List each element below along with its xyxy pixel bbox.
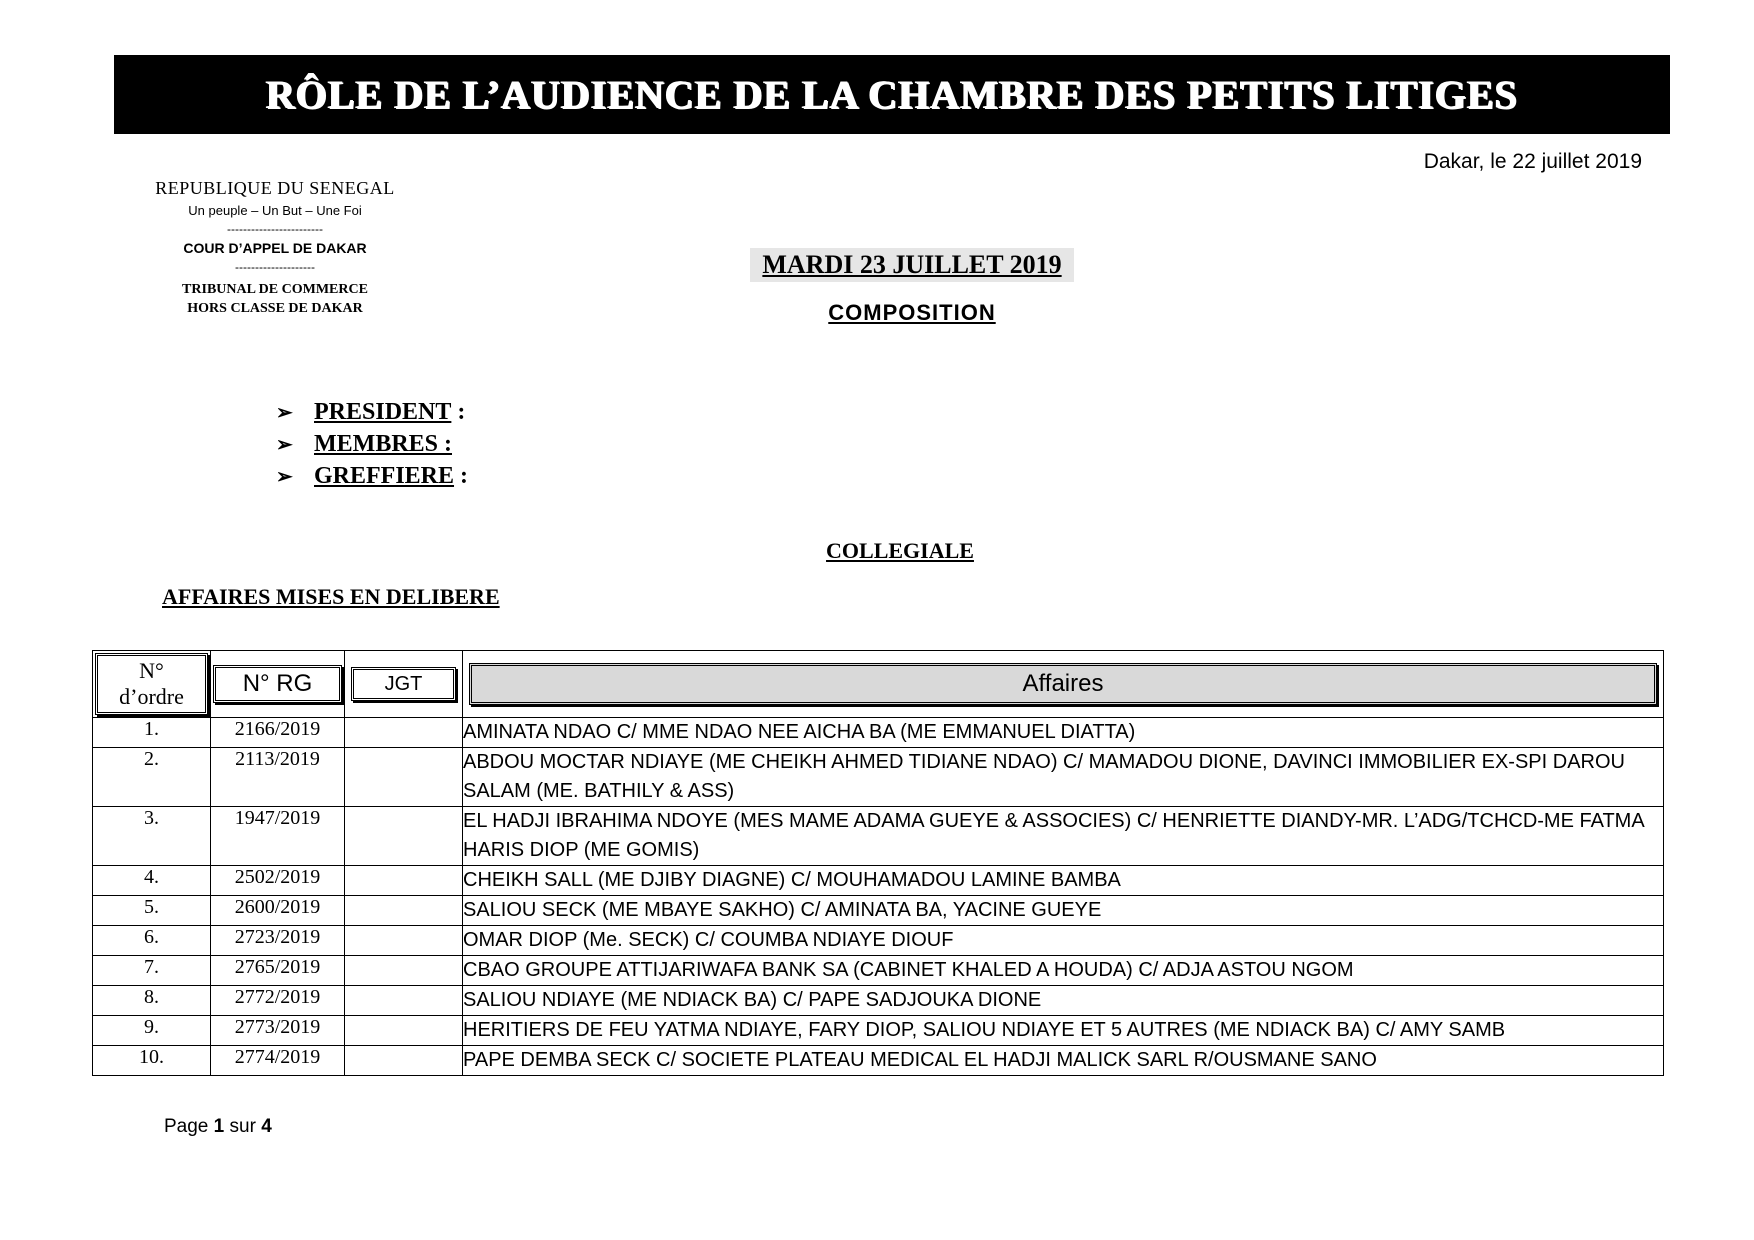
arrow-bullet-icon: ➢ — [276, 433, 293, 456]
cell-jgt — [345, 807, 463, 866]
cell-order: 6. — [93, 926, 211, 956]
letterhead-country: REPUBLIQUE DU SENEGAL — [155, 178, 395, 198]
cell-affaire: HERITIERS DE FEU YATMA NDIAYE, FARY DIOP, SALIOU NDIAYE ET 5 AUTRES (ME NDIACK BA) C/ AMY SAMB — [463, 1016, 1664, 1046]
cell-affaire: OMAR DIOP (Me. SECK) C/ COUMBA NDIAYE DIOUF — [463, 926, 1664, 956]
section-title: COLLEGIALE — [826, 538, 974, 563]
letterhead-separator: ------------------------ — [227, 222, 323, 236]
cell-order: 4. — [93, 866, 211, 896]
cell-affaire: PAPE DEMBA SECK C/ SOCIETE PLATEAU MEDICAL EL HADJI MALICK SARL R/OUSMANE SANO — [463, 1046, 1664, 1076]
cell-rg: 2113/2019 — [211, 748, 345, 807]
header-jgt-box: JGT — [351, 667, 456, 701]
page-number — [164, 1116, 272, 1138]
composition-label-greffiere: GREFFIERE — [314, 462, 455, 489]
cell-rg: 2600/2019 — [211, 896, 345, 926]
letterhead — [150, 178, 400, 318]
composition-item — [276, 460, 468, 492]
table-row — [93, 926, 1664, 956]
arrow-bullet-icon: ➢ — [276, 465, 293, 488]
header-order-line-2: d’ordre — [119, 684, 184, 709]
header-rg — [211, 651, 345, 718]
document-banner — [114, 55, 1670, 134]
letterhead-tribunal — [150, 280, 400, 318]
cell-rg: 2723/2019 — [211, 926, 345, 956]
page-current: 1 — [213, 1116, 225, 1137]
cell-order: 3. — [93, 807, 211, 866]
composition-colon: : — [457, 398, 466, 425]
cell-rg: 2765/2019 — [211, 956, 345, 986]
cell-rg: 2773/2019 — [211, 1016, 345, 1046]
header-order-box — [95, 653, 208, 715]
table-row — [93, 986, 1664, 1016]
arrow-bullet-icon: ➢ — [276, 401, 293, 424]
tribunal-line-2: HORS CLASSE DE DAKAR — [187, 301, 363, 316]
composition-label-membres: MEMBRES : — [314, 430, 452, 457]
letterhead-separator: -------------------- — [235, 260, 315, 274]
header-affaires — [463, 651, 1664, 718]
table-header-row — [93, 651, 1664, 718]
cell-order: 1. — [93, 718, 211, 748]
cell-affaire: CHEIKH SALL (ME DJIBY DIAGNE) C/ MOUHAMADOU LAMINE BAMBA — [463, 866, 1664, 896]
cell-rg: 1947/2019 — [211, 807, 345, 866]
cell-affaire: SALIOU NDIAYE (ME NDIACK BA) C/ PAPE SADJOUKA DIONE — [463, 986, 1664, 1016]
cell-jgt — [345, 926, 463, 956]
cell-rg: 2166/2019 — [211, 718, 345, 748]
cell-jgt — [345, 718, 463, 748]
cell-rg: 2502/2019 — [211, 866, 345, 896]
header-order-line-1: N° — [139, 658, 164, 683]
document-date: Dakar, le 22 juillet 2019 — [1423, 150, 1642, 173]
composition-item — [276, 428, 468, 460]
composition-label-president: PRESIDENT — [314, 398, 452, 425]
table-row — [93, 718, 1664, 748]
composition-item — [276, 396, 468, 428]
cell-order: 2. — [93, 748, 211, 807]
cell-order: 9. — [93, 1016, 211, 1046]
cell-order: 10. — [93, 1046, 211, 1076]
cell-jgt — [345, 866, 463, 896]
cell-jgt — [345, 986, 463, 1016]
table-row — [93, 807, 1664, 866]
subsection-title: AFFAIRES MISES EN DELIBERE — [162, 584, 500, 609]
composition-title: COMPOSITION — [828, 300, 996, 325]
cell-order: 5. — [93, 896, 211, 926]
table-row — [93, 866, 1664, 896]
header-order — [93, 651, 211, 718]
cases-table — [92, 650, 1664, 1076]
tribunal-line-1: TRIBUNAL DE COMMERCE — [182, 282, 368, 297]
header-jgt — [345, 651, 463, 718]
cell-rg: 2772/2019 — [211, 986, 345, 1016]
cell-affaire: EL HADJI IBRAHIMA NDOYE (MES MAME ADAMA GUEYE & ASSOCIES) C/ HENRIETTE DIANDY-MR. L’ADG/TCHCD-ME FATMA HARIS DIOP (ME GOMIS) — [463, 807, 1664, 866]
banner-title: RÔLE DE L’AUDIENCE DE LA CHAMBRE DES PETITS LITIGES — [265, 72, 1519, 117]
letterhead-motto: Un peuple – Un But – Une Foi — [188, 203, 362, 218]
header-affaires-box: Affaires — [469, 663, 1657, 705]
table-row — [93, 1046, 1664, 1076]
cell-jgt — [345, 1046, 463, 1076]
cell-jgt — [345, 896, 463, 926]
cell-affaire: AMINATA NDAO C/ MME NDAO NEE AICHA BA (ME EMMANUEL DIATTA) — [463, 718, 1664, 748]
table-row — [93, 748, 1664, 807]
hearing-date: MARDI 23 JUILLET 2019 — [750, 248, 1074, 282]
cell-jgt — [345, 956, 463, 986]
page-prefix: Page — [164, 1116, 209, 1137]
cell-rg: 2774/2019 — [211, 1046, 345, 1076]
cell-affaire: CBAO GROUPE ATTIJARIWAFA BANK SA (CABINET KHALED A HOUDA) C/ ADJA ASTOU NGOM — [463, 956, 1664, 986]
cell-jgt — [345, 748, 463, 807]
page-total: 4 — [261, 1116, 272, 1137]
cell-order: 8. — [93, 986, 211, 1016]
table-row — [93, 896, 1664, 926]
cell-affaire: SALIOU SECK (ME MBAYE SAKHO) C/ AMINATA BA, YACINE GUEYE — [463, 896, 1664, 926]
composition-list — [276, 396, 468, 492]
page-middle: sur — [229, 1116, 256, 1137]
table-row — [93, 1016, 1664, 1046]
table-row — [93, 956, 1664, 986]
composition-colon: : — [460, 462, 469, 489]
cell-jgt — [345, 1016, 463, 1046]
cell-order: 7. — [93, 956, 211, 986]
cell-affaire: ABDOU MOCTAR NDIAYE (ME CHEIKH AHMED TIDIANE NDAO) C/ MAMADOU DIONE, DAVINCI IMMOBILIER EX-SPI DAROU SALAM (ME. BATHILY & ASS) — [463, 748, 1664, 807]
header-rg-box: N° RG — [213, 665, 342, 703]
letterhead-court: COUR D’APPEL DE DAKAR — [183, 240, 367, 256]
